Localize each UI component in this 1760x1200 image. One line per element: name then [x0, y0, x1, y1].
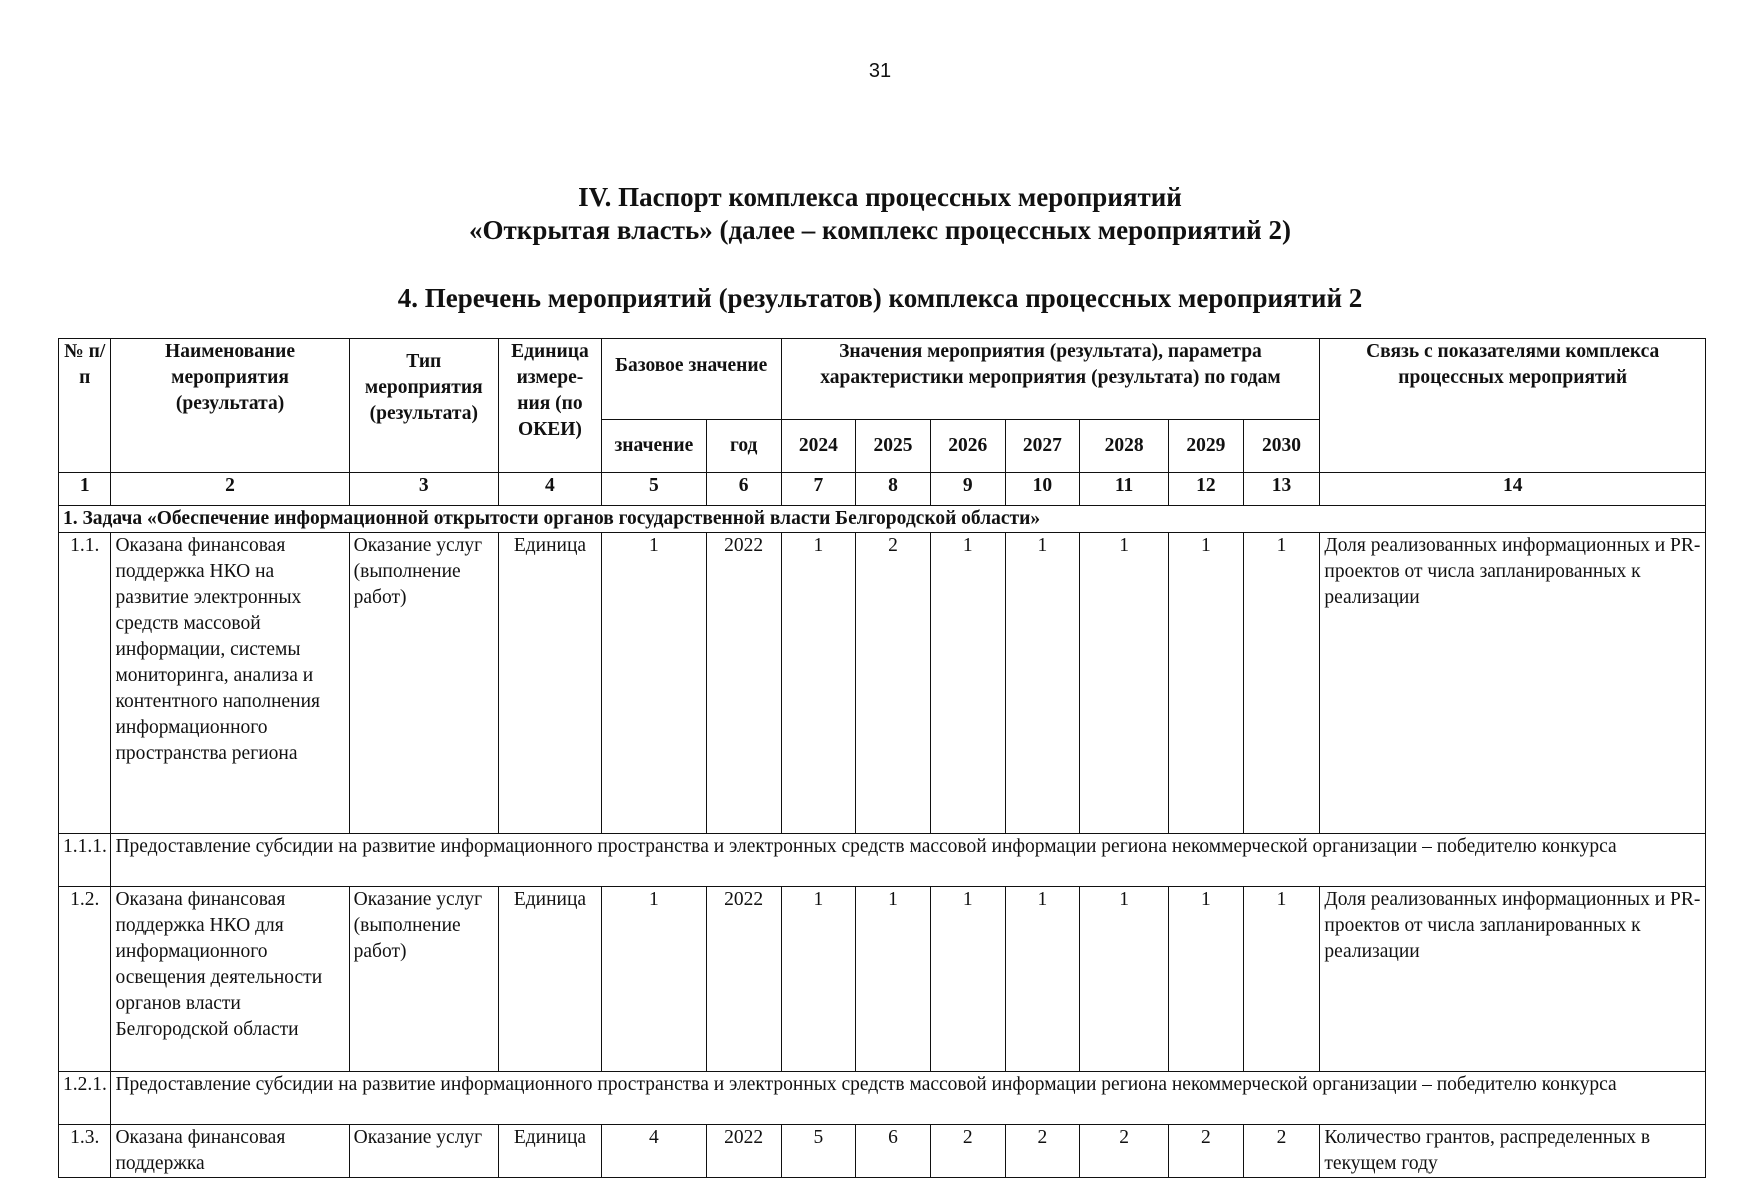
- activity-type: Оказание услуг (выполнение работ): [349, 533, 498, 834]
- year-value: 1: [1243, 533, 1320, 834]
- year-value: 5: [781, 1125, 856, 1178]
- year-value: 1: [1169, 887, 1244, 1072]
- column-number: 13: [1243, 473, 1320, 506]
- table-row: [59, 1072, 1706, 1125]
- column-number: 10: [1005, 473, 1080, 506]
- year-value: 2: [930, 1125, 1005, 1178]
- page-number: 31: [868, 60, 892, 82]
- column-number: 1: [59, 473, 111, 506]
- base-year: 2022: [706, 533, 781, 834]
- base-year: 2022: [706, 1125, 781, 1178]
- header-year: 2025: [856, 420, 931, 473]
- base-value: 1: [601, 533, 706, 834]
- row-number: 1.3.: [59, 1125, 111, 1178]
- year-value: 6: [856, 1125, 931, 1178]
- column-number: 9: [930, 473, 1005, 506]
- base-value: 4: [601, 1125, 706, 1178]
- row-number: 1.2.: [59, 887, 111, 1072]
- page-title-continued: «Открытая власть» (далее – комплекс процессных мероприятий 2): [469, 215, 1291, 245]
- header-base-year: год: [706, 420, 781, 473]
- header-type: Тип мероприятия (результата): [349, 339, 498, 473]
- activity-type: Оказание услуг (выполнение работ): [349, 887, 498, 1072]
- year-value: 1: [1169, 533, 1244, 834]
- column-number: 6: [706, 473, 781, 506]
- header-year: 2030: [1243, 420, 1320, 473]
- year-value: 2: [1243, 1125, 1320, 1178]
- activity-type: Оказание услуг: [349, 1125, 498, 1178]
- task-title: 1. Задача «Обеспечение информационной открытости органов государственной власти Белгородской области»: [59, 506, 1706, 533]
- header-year: 2024: [781, 420, 856, 473]
- header-year: 2027: [1005, 420, 1080, 473]
- year-value: 1: [781, 887, 856, 1072]
- linked-indicator: Доля реализованных информационных и PR-проектов от числа запланированных к реализации: [1320, 887, 1706, 1072]
- column-numbers-row: [59, 473, 1706, 506]
- header-values: Значения мероприятия (результата), параметра характеристики мероприятия (результата) по годам: [781, 339, 1320, 420]
- column-number: 8: [856, 473, 931, 506]
- year-value: 1: [930, 887, 1005, 1072]
- header-base: Базовое значение: [601, 339, 781, 420]
- header-link: Связь с показателями комплекса процессных мероприятий: [1320, 339, 1706, 473]
- activities-table: [58, 338, 1706, 1178]
- header-year: 2028: [1080, 420, 1169, 473]
- column-number: 12: [1169, 473, 1244, 506]
- task-row: [59, 506, 1706, 533]
- base-value: 1: [601, 887, 706, 1072]
- year-value: 2: [1005, 1125, 1080, 1178]
- table-row: [59, 834, 1706, 887]
- header-year: 2029: [1169, 420, 1244, 473]
- year-value: 1: [1080, 887, 1169, 1072]
- activity-name: Оказана финансовая поддержка НКО на развитие электронных средств массовой информации, системы мониторинга, анализа и контентного наполнения информационного пространства региона: [111, 533, 349, 834]
- table-row: [59, 533, 1706, 834]
- year-value: 1: [1243, 887, 1320, 1072]
- linked-indicator: Доля реализованных информационных и PR-проектов от числа запланированных к реализации: [1320, 533, 1706, 834]
- header-year: 2026: [930, 420, 1005, 473]
- year-value: 1: [930, 533, 1005, 834]
- column-number: 3: [349, 473, 498, 506]
- table-row: [59, 887, 1706, 1072]
- row-number: 1.1.1.: [59, 834, 111, 887]
- activity-unit: Единица: [498, 1125, 601, 1178]
- year-value: 1: [856, 887, 931, 1072]
- year-value: 1: [1080, 533, 1169, 834]
- year-value: 2: [1169, 1125, 1244, 1178]
- page-title: IV. Паспорт комплекса процессных мероприятий: [578, 182, 1182, 212]
- header-row: [59, 339, 1706, 420]
- year-value: 2: [856, 533, 931, 834]
- column-number: 7: [781, 473, 856, 506]
- year-value: 1: [1005, 887, 1080, 1072]
- table-row: [59, 1125, 1706, 1178]
- header-base-value: значение: [601, 420, 706, 473]
- sub-activity-text: Предоставление субсидии на развитие информационного пространства и электронных средств массовой информации региона некоммерческой организации – победителю конкурса: [111, 834, 1706, 887]
- column-number: 11: [1080, 473, 1169, 506]
- header-unit: Единица измере-ния (по ОКЕИ): [498, 339, 601, 473]
- activity-name: Оказана финансовая поддержка: [111, 1125, 349, 1178]
- column-number: 2: [111, 473, 349, 506]
- year-value: 1: [1005, 533, 1080, 834]
- header-num: № п/п: [59, 339, 111, 473]
- year-value: 2: [1080, 1125, 1169, 1178]
- activity-unit: Единица: [498, 887, 601, 1072]
- activity-unit: Единица: [498, 533, 601, 834]
- linked-indicator: Количество грантов, распределенных в текущем году: [1320, 1125, 1706, 1178]
- row-number: 1.1.: [59, 533, 111, 834]
- activity-name: Оказана финансовая поддержка НКО для информационного освещения деятельности органов власти Белгородской области: [111, 887, 349, 1072]
- row-number: 1.2.1.: [59, 1072, 111, 1125]
- column-number: 4: [498, 473, 601, 506]
- year-value: 1: [781, 533, 856, 834]
- section-title: 4. Перечень мероприятий (результатов) комплекса процессных мероприятий 2: [397, 283, 1363, 313]
- header-name: Наименование мероприятия (результата): [111, 339, 349, 473]
- sub-activity-text: Предоставление субсидии на развитие информационного пространства и электронных средств массовой информации региона некоммерческой организации – победителю конкурса: [111, 1072, 1706, 1125]
- column-number: 14: [1320, 473, 1706, 506]
- base-year: 2022: [706, 887, 781, 1072]
- column-number: 5: [601, 473, 706, 506]
